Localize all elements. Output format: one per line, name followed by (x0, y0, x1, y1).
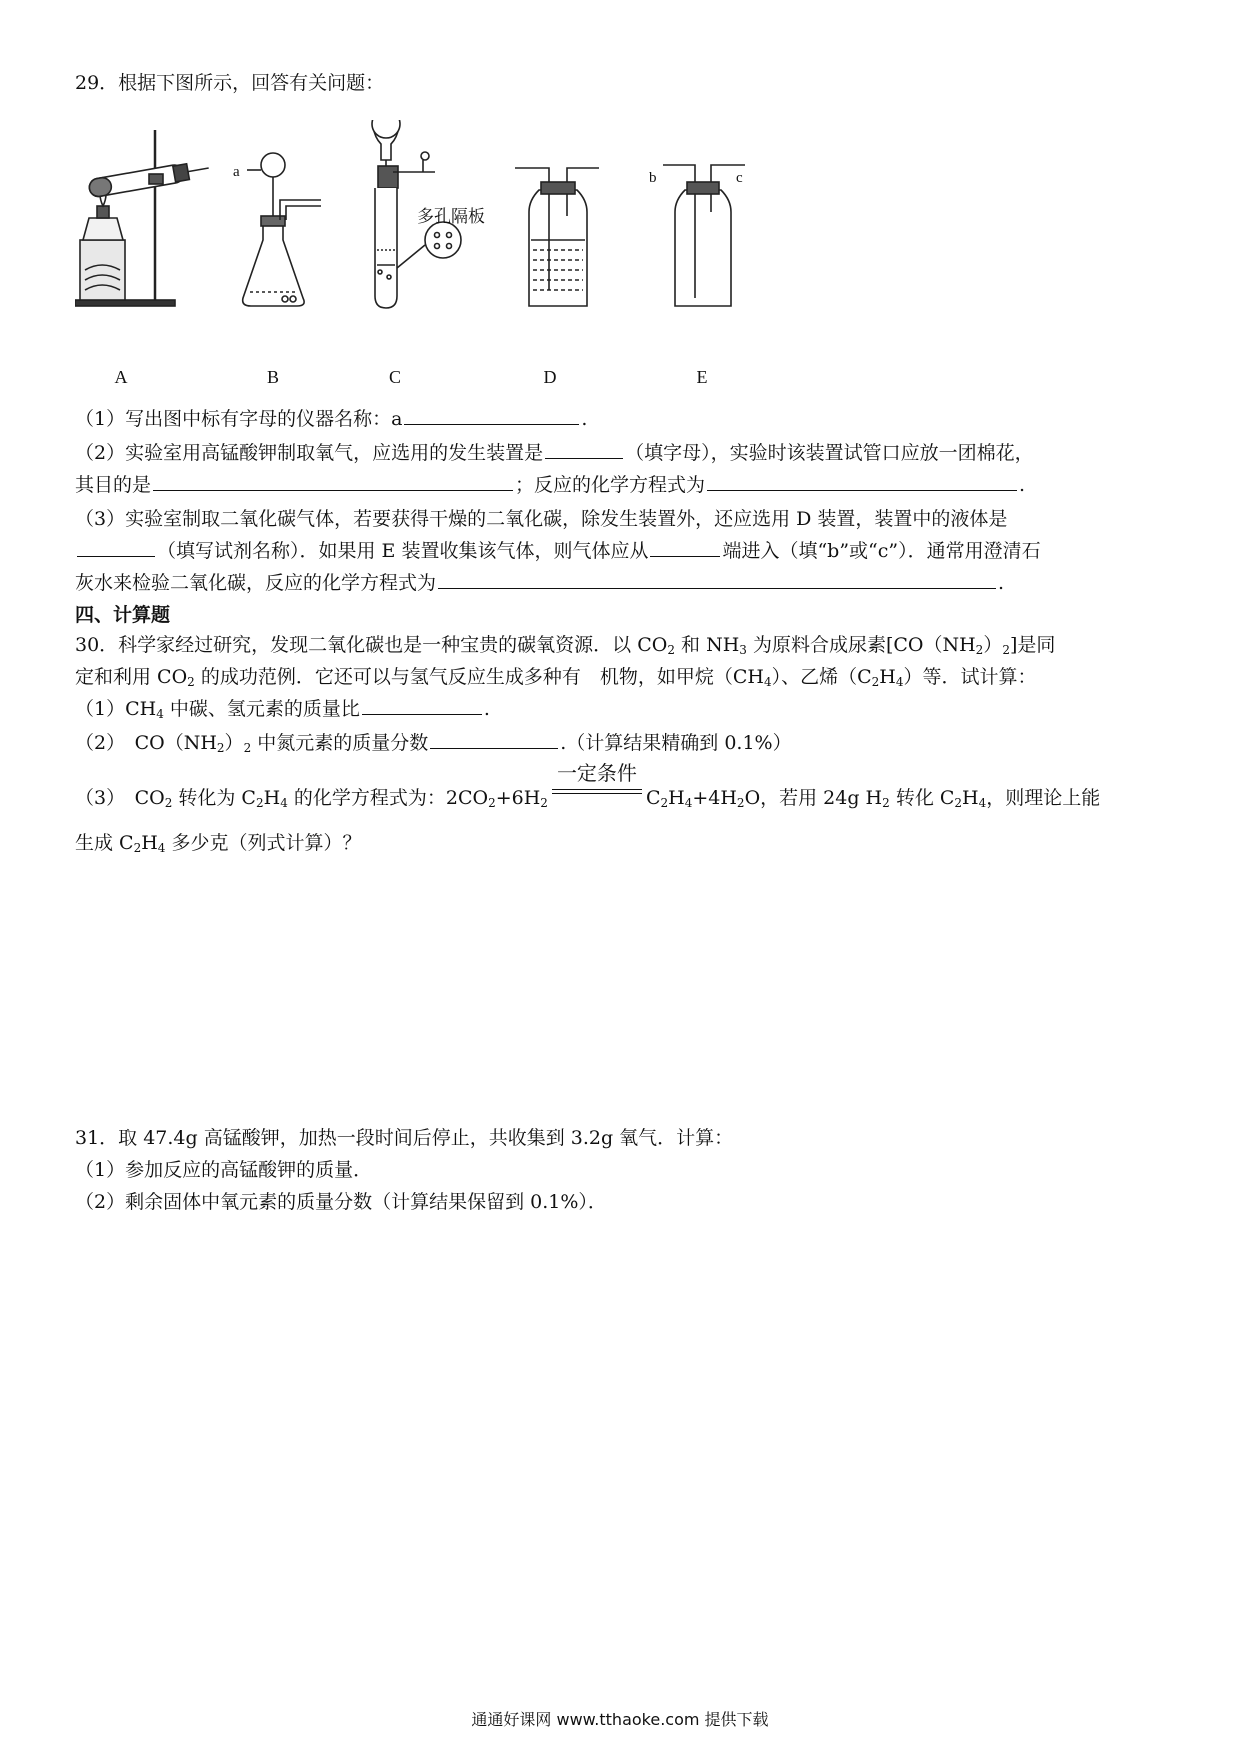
label-apparatus-b: B (266, 367, 279, 387)
label-apparatus-e: E (696, 367, 708, 387)
answer-blank[interactable] (438, 570, 996, 589)
q30-part1: $(1)CH_4$ 中碳、氢元素的质量比 . (75, 698, 490, 721)
answer-blank[interactable] (362, 696, 482, 715)
answer-blank[interactable] (545, 440, 623, 459)
q31-part2: （2）剩余固体中氧元素的质量分数（计算结果保留到 0.1%）． (75, 1191, 607, 1213)
section-title: 四、计算题 (75, 604, 171, 626)
answer-blank[interactable] (707, 472, 1017, 491)
q29-part2-line1: （2）实验室用高锰酸钾制取氧气，应选用的发生装置是 （填字母），实验时该装置试管口应放一团棉花， (75, 442, 1034, 464)
q30-part3: （3） $CO_2$ 转化为 $C_2H_4$ 的化学方程式为：$2CO_2+6H_2$ 一定条件 $C_2H_4+4H_2O$，若用 24g $H_2$ 转化 $C_2H_4$，则理论上能 (75, 761, 1101, 810)
answer-blank[interactable] (77, 538, 155, 557)
q29-part3-line3: 灰水来检验二氧化碳，反应的化学方程式为 . (75, 572, 1005, 594)
label-b: b (649, 170, 657, 186)
porous-plate-label: 多孔隔板 (417, 207, 485, 227)
apparatus-e (663, 165, 745, 306)
label-apparatus-a: A (114, 367, 128, 387)
label-apparatus-c: C (388, 367, 401, 387)
apparatus-d (515, 168, 599, 306)
apparatus-a (75, 130, 210, 306)
label-apparatus-d: D (543, 367, 557, 387)
answer-blank[interactable] (404, 406, 579, 425)
q29-part3-line1: （3）实验室制取二氧化碳气体，若要获得干燥的二氧化碳，除发生装置外，还应选用 D 装置，装置中的液体是 (75, 508, 1008, 530)
q31-part1: （1）参加反应的高锰酸钾的质量． (75, 1159, 373, 1181)
q30-line1: 30．科学家经过研究，发现二氧化碳也是一种宝贵的碳氧资源．以 $CO_2$ 和 $NH_3$ 为原料合成尿素$[CO(NH_2)_2]$是同 (75, 634, 1056, 657)
label-a: a (233, 164, 240, 180)
q30-line2: 定和利用 $CO_2$ 的成功范例．它还可以与氢气反应生成多种有 机物，如甲烷$(CH_4)$、乙烯$(C_2H_4)$等．试计算： (75, 666, 1037, 689)
answer-blank[interactable] (650, 538, 720, 557)
q29-title: 29．根据下图所示，回答有关问题： (75, 72, 385, 94)
apparatus-figure (75, 120, 835, 385)
answer-blank[interactable] (430, 730, 558, 749)
q31-line1: 31．取 47.4g 高锰酸钾，加热一段时间后停止，共收集到 3.2g 氧气．计算： (75, 1127, 734, 1149)
apparatus-diagram (75, 120, 835, 385)
footer-credit: 通通好课网 www.tthaoke.com 提供下载 (471, 1710, 769, 1729)
q29-part3-line2: （填写试剂名称）．如果用 E 装置收集该气体，则气体应从 端进入（填“b”或“c”）．通常用澄清石 (75, 538, 1165, 564)
apparatus-b (243, 153, 321, 306)
label-c: c (736, 170, 743, 186)
q29-part1: （1）写出图中标有字母的仪器名称：a . (75, 408, 588, 430)
q30-part3-line2: 生成 $C_2H_4$ 多少克（列式计算）？ (75, 832, 362, 855)
reaction-condition-sign: 一定条件 (548, 778, 646, 804)
q29-part2-line2: 其目的是 ；反应的化学方程式为 . (75, 474, 1026, 496)
answer-blank[interactable] (153, 472, 513, 491)
q30-part2: （2） $CO(NH_2)_2$ 中氮元素的质量分数 .（计算结果精确到 0.1%） (75, 732, 792, 755)
